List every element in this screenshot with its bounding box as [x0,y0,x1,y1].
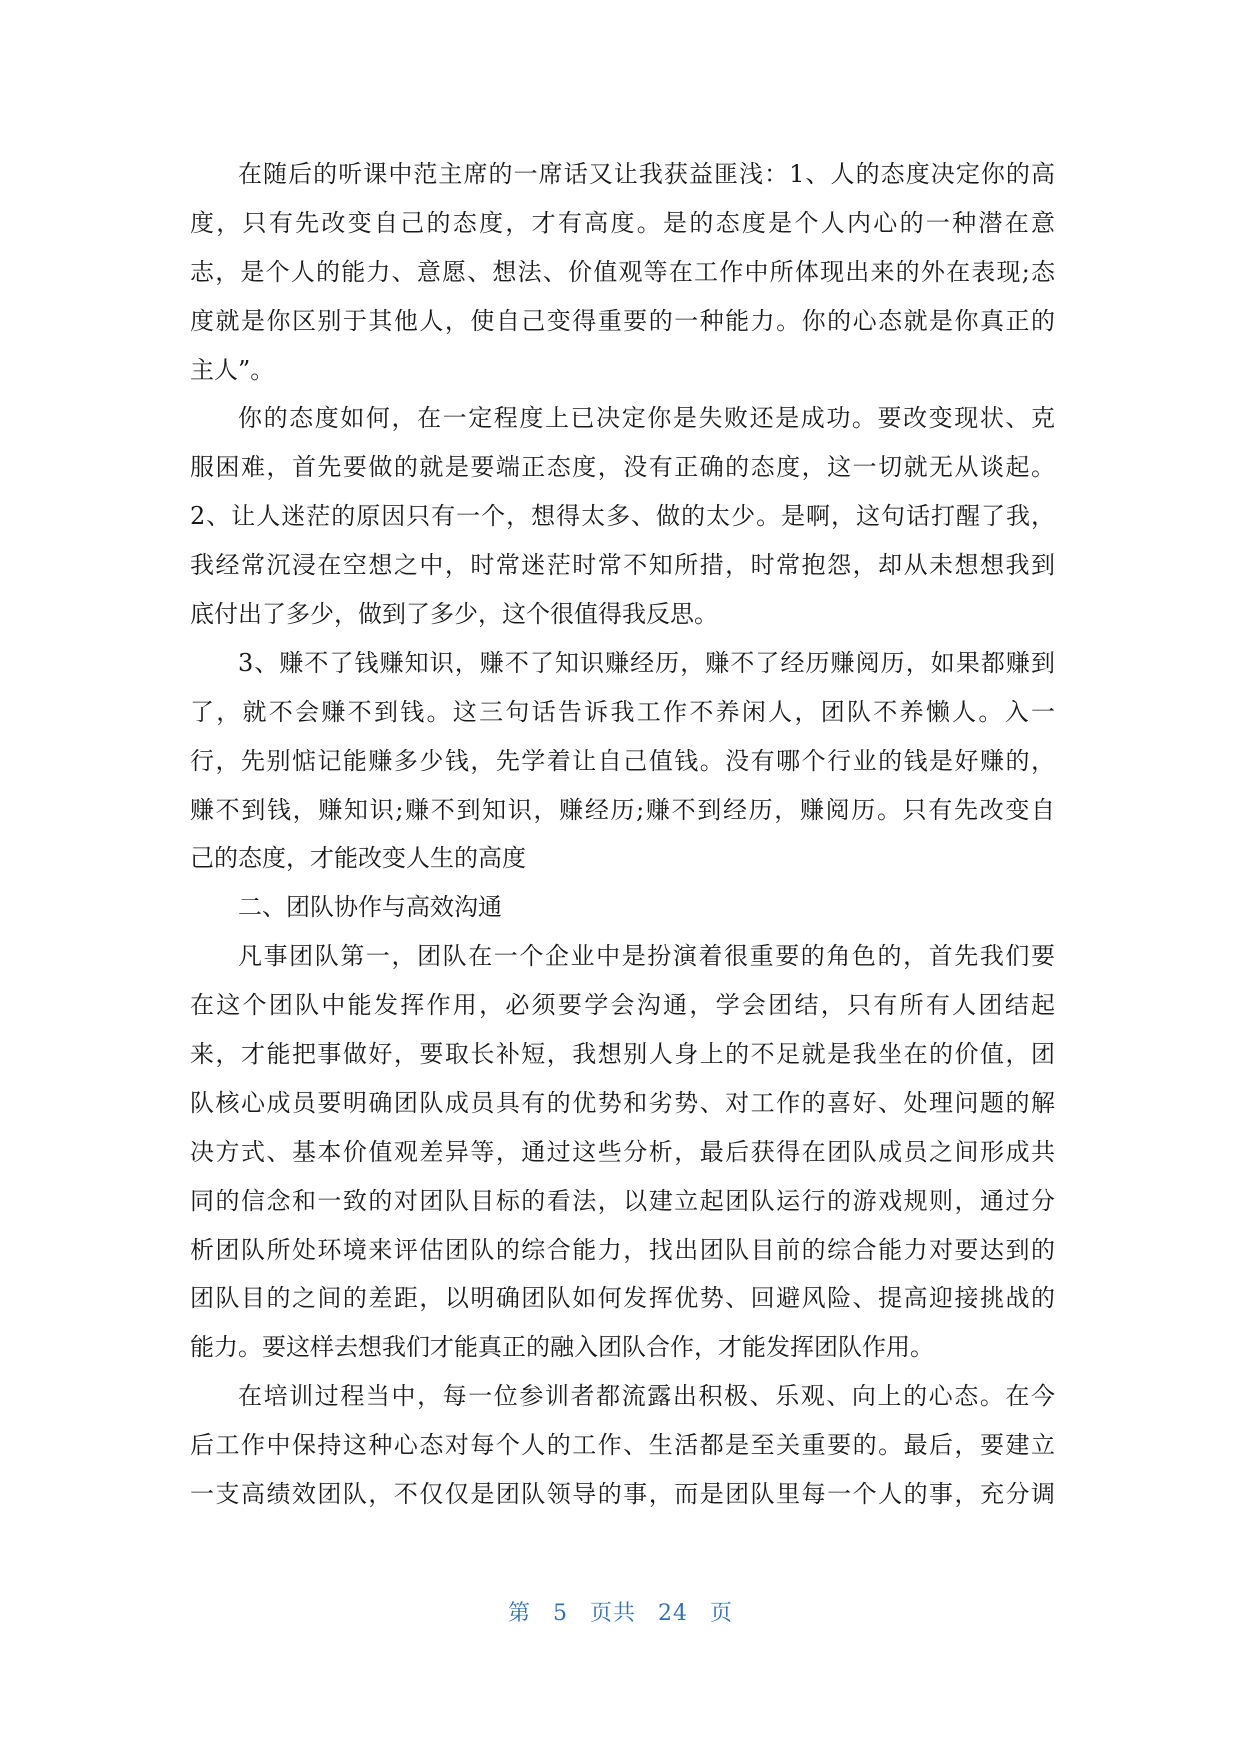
text-line: 在这个团队中能发挥作用，必须要学会沟通，学会团结，只有所有人团结起 [190,991,1055,1020]
text-line: 服困难，首先要做的就是要端正态度，没有正确的态度，这一切就无从谈起。 [190,453,1055,482]
text-line: 凡事团队第一，团队在一个企业中是扮演着很重要的角色的，首先我们要 [238,942,1055,971]
text-line: 赚不到钱，赚知识;赚不到知识，赚经历;赚不到经历，赚阅历。只有先改变自 [190,795,1055,824]
text-line: 一支高绩效团队，不仅仅是团队领导的事，而是团队里每一个人的事，充分调 [190,1480,1055,1509]
text-line: 我经常沉浸在空想之中，时常迷茫时常不知所措，时常抱怨，却从未想想我到 [190,551,1055,580]
text-line: 析团队所处环境来评估团队的综合能力，找出团队目前的综合能力对要达到的 [190,1235,1055,1264]
text-line: 2、让人迷茫的原因只有一个，想得太多、做的太少。是啊，这句话打醒了我， [190,502,1055,531]
text-line: 了，就不会赚不到钱。这三句话告诉我工作不养闲人，团队不养懒人。入一 [190,697,1055,726]
total-page-count: 24 [658,1601,688,1626]
text-line: 3、赚不了钱赚知识，赚不了知识赚经历，赚不了经历赚阅历，如果都赚到 [238,648,1055,677]
text-line: 志，是个人的能力、意愿、想法、价值观等在工作中所体现出来的外在表现;态 [190,257,1055,286]
page-number-suffix: 页 [710,1601,734,1626]
text-line: 你的态度如何，在一定程度上已决定你是失败还是成功。要改变现状、克 [238,404,1055,433]
page-number-middle: 页共 [589,1601,636,1626]
text-line: 后工作中保持这种心态对每个人的工作、生活都是至关重要的。最后，要建立 [190,1431,1055,1460]
page-number-prefix: 第 [507,1601,531,1626]
current-page-number: 5 [552,1601,568,1626]
text-line: 决方式、基本价值观差异等，通过这些分析，最后获得在团队成员之间形成共 [190,1137,1055,1166]
document-body [190,150,1055,1519]
text-line: 在随后的听课中范主席的一席话又让我获益匪浅：1、人的态度决定你的高 [238,160,1055,188]
text-line: 度，只有先改变自己的态度，才有高度。是的态度是个人内心的一种潜在意 [190,208,1055,237]
text-line: 在培训过程当中，每一位参训者都流露出积极、乐观、向上的心态。在今 [238,1382,1055,1411]
text-line: 己的态度，才能改变人生的高度 [190,844,526,873]
text-line: 来，才能把事做好，要取长补短，我想别人身上的不足就是我坐在的价值，团 [190,1040,1055,1069]
text-line: 队核心成员要明确团队成员具有的优势和劣势、对工作的喜好、处理问题的解 [190,1088,1055,1117]
text-line: 底付出了多少，做到了多少，这个很值得我反思。 [190,600,718,629]
page-footer [0,1596,1241,1627]
text-line: 行，先别惦记能赚多少钱，先学着让自己值钱。没有哪个行业的钱是好赚的， [190,746,1055,775]
text-line: 度就是你区别于其他人，使自己变得重要的一种能力。你的心态就是你真正的 [190,306,1055,335]
text-line: 主人”。 [190,355,275,384]
text-line: 同的信念和一致的对团队目标的看法，以建立起团队运行的游戏规则，通过分 [190,1186,1055,1215]
section-heading: 二、团队协作与高效沟通 [238,893,502,922]
text-line: 能力。要这样去想我们才能真正的融入团队合作，才能发挥团队作用。 [190,1333,934,1362]
text-line: 团队目的之间的差距，以明确团队如何发挥优势、回避风险、提高迎接挑战的 [190,1284,1055,1313]
